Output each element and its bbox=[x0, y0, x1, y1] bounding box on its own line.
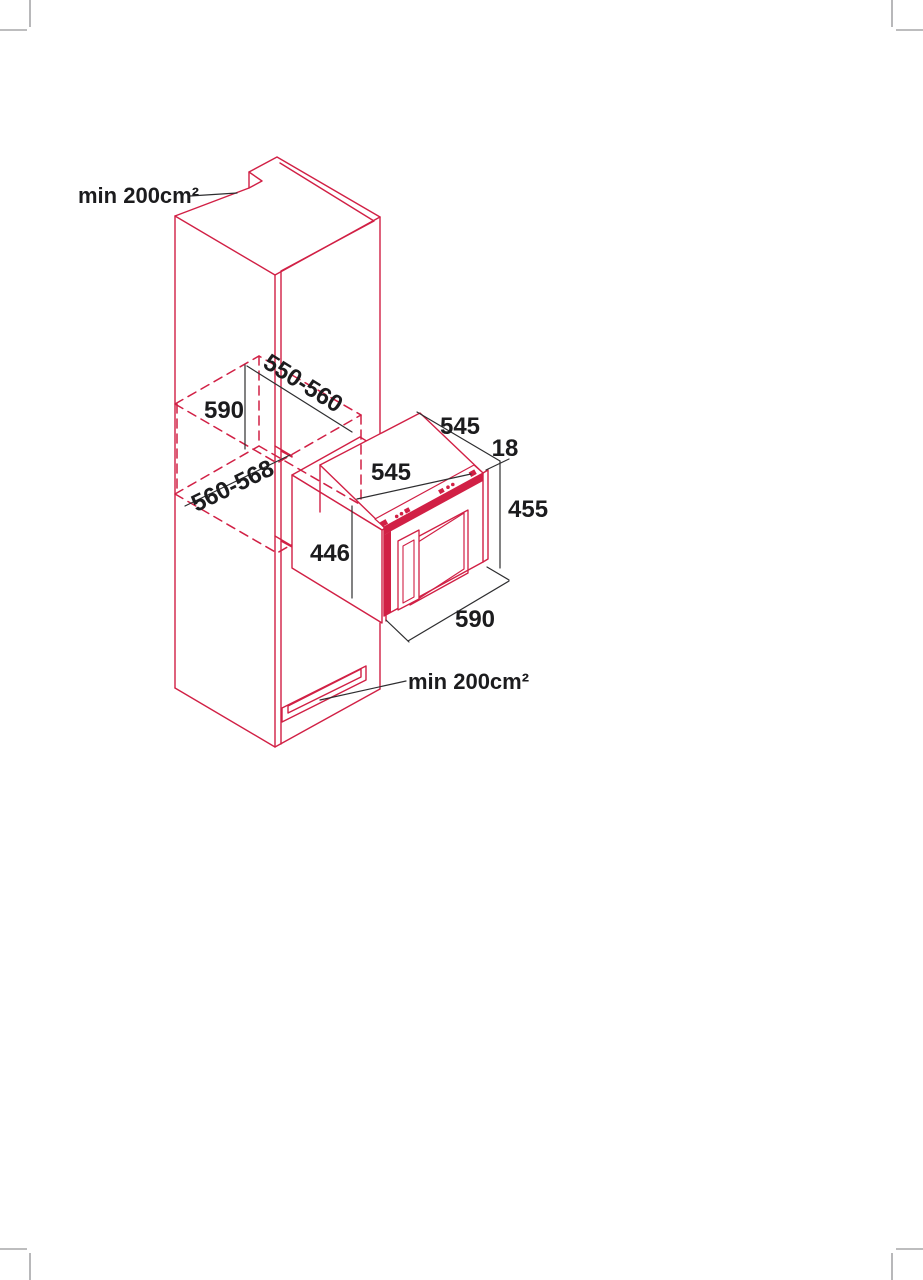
cabinet-bottom-vent-outer bbox=[282, 666, 366, 722]
labels bbox=[78, 183, 548, 694]
cabinet-top-notch bbox=[249, 172, 262, 188]
control-dot bbox=[400, 512, 404, 516]
dim-niche-width: 560-568 bbox=[187, 454, 279, 518]
cabinet-top-face bbox=[175, 157, 380, 275]
microwave-right-return bbox=[483, 470, 488, 562]
dim-appliance-depth: 545 bbox=[439, 413, 481, 440]
dim-body-height: 446 bbox=[309, 540, 350, 567]
control-dot bbox=[451, 483, 455, 487]
control-dot bbox=[395, 515, 399, 519]
crop-mark-top-left bbox=[0, 0, 30, 30]
dim-niche-depth: 550-560 bbox=[258, 348, 348, 419]
control-dot bbox=[446, 485, 450, 489]
dim-appliance-width: 590 bbox=[454, 606, 496, 633]
dim-overall-height: 455 bbox=[508, 496, 549, 523]
dim-inner-width: 545 bbox=[370, 459, 412, 486]
cabinet-top-rim bbox=[280, 163, 374, 271]
door-handle bbox=[398, 530, 419, 610]
label-vent-bottom: min 200cm² bbox=[408, 669, 530, 694]
dim-ext-bottom-right bbox=[487, 567, 509, 580]
dim-ext-bottom-left bbox=[386, 620, 409, 642]
crop-mark-top-right bbox=[892, 0, 923, 30]
microwave-frame-band-left bbox=[384, 531, 391, 616]
crop-mark-bottom-left bbox=[0, 1249, 30, 1280]
cabinet-bottom-vent-inner bbox=[288, 669, 361, 713]
crop-mark-bottom-right bbox=[892, 1249, 923, 1280]
dim-frame-thickness: 18 bbox=[491, 435, 519, 462]
label-vent-top: min 200cm² bbox=[78, 183, 200, 208]
cabinet-bottom-edges bbox=[175, 688, 380, 747]
dim-niche-height: 590 bbox=[203, 397, 245, 424]
